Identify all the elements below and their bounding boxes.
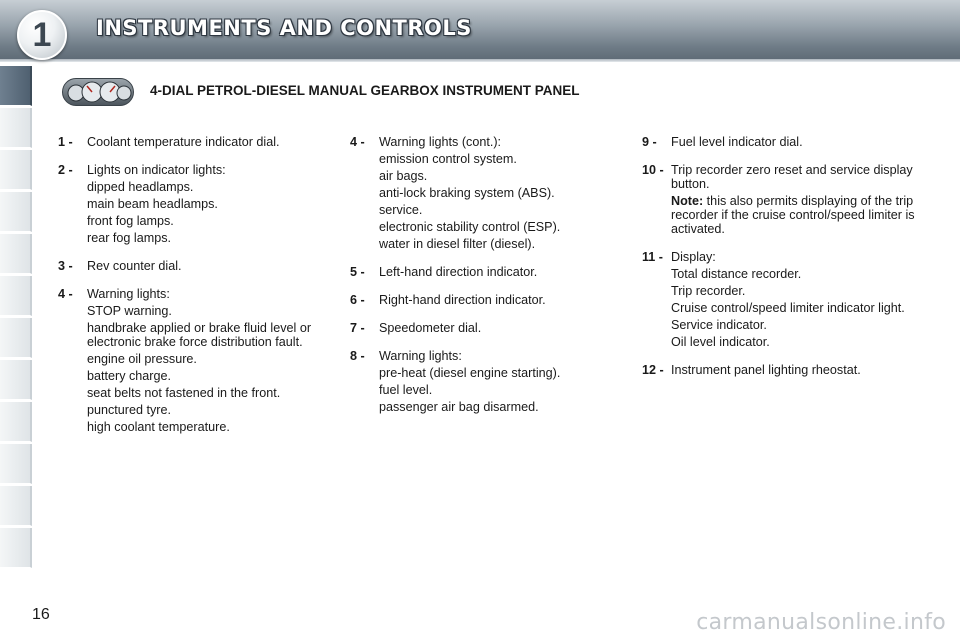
item-text: Coolant temperature indicator dial. [87, 135, 280, 149]
section-title: 4-DIAL PETROL-DIESEL MANUAL GEARBOX INSTRUMENT PANEL [150, 83, 580, 98]
item-number: 8 - [350, 349, 365, 363]
item-subline: front fog lamps. [87, 214, 174, 228]
item-subline: Service indicator. [671, 318, 767, 332]
item-number: 5 - [350, 265, 365, 279]
item-subline: fuel level. [379, 383, 433, 397]
item-text: Fuel level indicator dial. [671, 135, 803, 149]
side-tab[interactable] [0, 276, 32, 316]
chapter-title: INSTRUMENTS AND CONTROLS [96, 16, 472, 40]
item-text: Display: [671, 250, 716, 264]
item-text: Warning lights: [379, 349, 462, 363]
item-number: 9 - [642, 135, 657, 149]
side-tab[interactable] [0, 444, 32, 484]
side-tab[interactable] [0, 234, 32, 274]
item-text: Left-hand direction indicator. [379, 265, 538, 279]
legend-column-3 [642, 135, 917, 391]
item-subline: engine oil pressure. [87, 352, 197, 366]
item-subline: STOP warning. [87, 304, 172, 318]
legend-column-1 [58, 135, 320, 448]
item-number: 7 - [350, 321, 365, 335]
side-tab-active[interactable] [0, 66, 32, 106]
item-subline: electronic stability control (ESP). [379, 220, 561, 234]
item-number: 12 - [642, 363, 664, 377]
legend-item-2 [58, 163, 320, 245]
legend-item-1 [58, 135, 320, 149]
legend-item-7 [350, 321, 615, 335]
legend-item-12 [642, 363, 917, 377]
side-tab[interactable] [0, 402, 32, 442]
side-tab[interactable] [0, 486, 32, 526]
item-number: 4 - [350, 135, 365, 149]
item-note [671, 194, 917, 236]
side-tab[interactable] [0, 318, 32, 358]
item-text: Lights on indicator lights: [87, 163, 226, 177]
item-number: 11 - [642, 250, 664, 264]
legend-item-9 [642, 135, 917, 149]
item-subline: seat belts not fastened in the front. [87, 386, 281, 400]
item-subline: pre-heat (diesel engine starting). [379, 366, 561, 380]
legend-item-6 [350, 293, 615, 307]
item-text: Rev counter dial. [87, 259, 182, 273]
item-number: 1 - [58, 135, 73, 149]
side-tab[interactable] [0, 528, 32, 568]
item-number: 2 - [58, 163, 73, 177]
legend-item-11 [642, 250, 917, 349]
item-subline: service. [379, 203, 423, 217]
item-subline: Oil level indicator. [671, 335, 770, 349]
item-subline: Trip recorder. [671, 284, 746, 298]
item-subline: Cruise control/speed limiter indicator light. [671, 301, 905, 315]
item-text: Speedometer dial. [379, 321, 482, 335]
item-text: Warning lights (cont.): [379, 135, 502, 149]
item-subline: Total distance recorder. [671, 267, 802, 281]
item-subline: anti-lock braking system (ABS). [379, 186, 555, 200]
note-label: Note: [671, 194, 704, 208]
chapter-side-tabs [0, 66, 34, 576]
item-subline: battery charge. [87, 369, 172, 383]
item-number: 10 - [642, 163, 664, 177]
page-number: 16 [32, 606, 50, 623]
item-text: Right-hand direction indicator. [379, 293, 546, 307]
item-subline: passenger air bag disarmed. [379, 400, 539, 414]
legend-item-10 [642, 163, 917, 236]
item-number: 3 - [58, 259, 73, 273]
item-subline: rear fog lamps. [87, 231, 171, 245]
legend-column-2 [350, 135, 615, 428]
note-text: this also permits displaying of the trip recorder if the cruise control/speed limiter is activated. [671, 194, 915, 236]
instrument-panel-icon-graphic [63, 79, 135, 107]
side-tab[interactable] [0, 360, 32, 400]
site-watermark: carmanualsonline.info [696, 610, 946, 635]
item-subline: high coolant temperature. [87, 420, 230, 434]
item-number: 4 - [58, 287, 73, 301]
instrument-panel-icon [62, 78, 134, 106]
legend-item-4 [58, 287, 320, 434]
item-subline: dipped headlamps. [87, 180, 194, 194]
item-number: 6 - [350, 293, 365, 307]
item-subline: main beam headlamps. [87, 197, 218, 211]
legend-item-5 [350, 265, 615, 279]
side-tab[interactable] [0, 150, 32, 190]
item-subline: emission control system. [379, 152, 517, 166]
item-text: Trip recorder zero reset and service display button. [671, 163, 913, 191]
legend-item-3 [58, 259, 320, 273]
item-text: Warning lights: [87, 287, 170, 301]
legend-item-8 [350, 349, 615, 414]
item-text: Instrument panel lighting rheostat. [671, 363, 861, 377]
legend-item-4-cont [350, 135, 615, 251]
chapter-number-badge: 1 [17, 10, 67, 60]
item-subline: punctured tyre. [87, 403, 172, 417]
item-subline: water in diesel filter (diesel). [379, 237, 536, 251]
item-subline: handbrake applied or brake fluid level or electronic brake force distribution fault. [87, 321, 312, 349]
side-tab[interactable] [0, 108, 32, 148]
side-tab[interactable] [0, 192, 32, 232]
item-subline: air bags. [379, 169, 428, 183]
